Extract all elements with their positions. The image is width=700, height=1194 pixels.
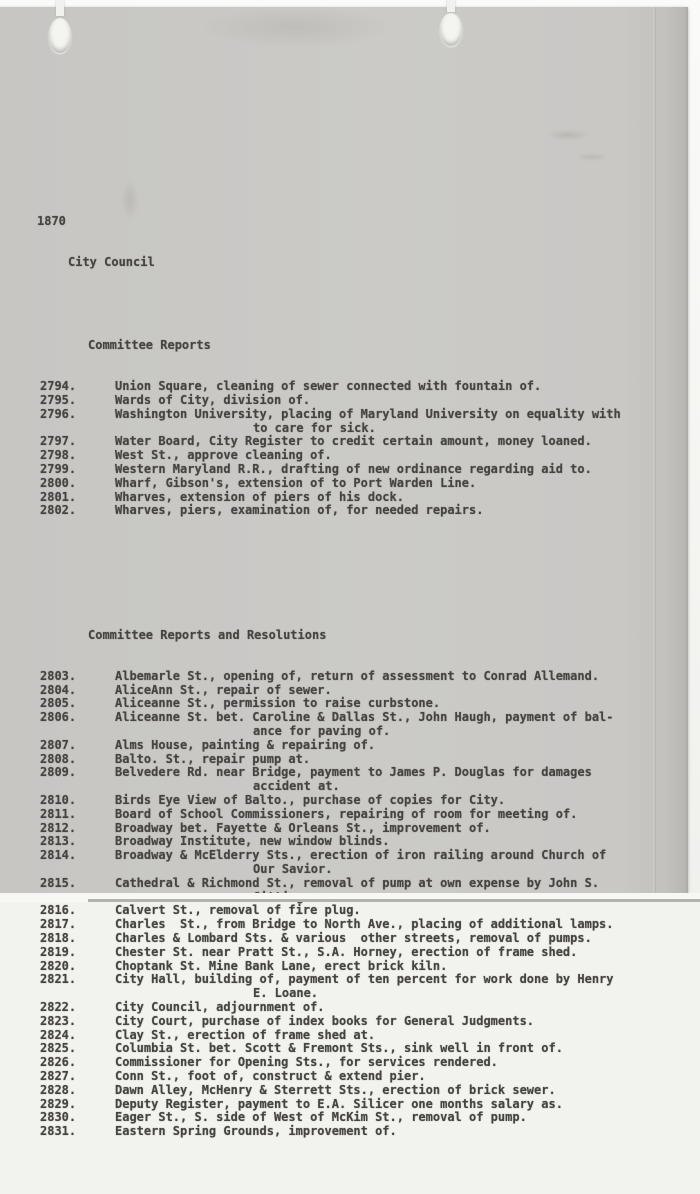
entry-number: 2798. <box>40 448 77 463</box>
entry-list <box>0 670 688 1139</box>
entry-row <box>0 463 688 477</box>
entry-number: 2826. <box>40 1055 77 1070</box>
entry-number: 2827. <box>40 1069 77 1083</box>
entry-text: AliceAnn St., repair of sewer. <box>115 682 332 697</box>
entry-row <box>0 449 688 463</box>
entry-text: Choptank St. Mine Bank Lane, erect brick kiln. <box>115 958 448 973</box>
entry-row <box>0 932 688 946</box>
entry-text: Eastern Spring Grounds, improvement of. <box>115 1124 397 1139</box>
entry-number: 2802. <box>40 503 77 518</box>
entry-text: Balto. St., repair pump at. <box>115 751 311 766</box>
entry-row <box>0 477 688 491</box>
entry-row <box>0 739 688 753</box>
entry-text: Alms House, painting & repairing of. <box>115 737 376 752</box>
entry-text: Cathedral & Richmond St., removal of pump at own expense by John S. <box>115 875 600 890</box>
section-committee-reports-and-resolutions <box>0 587 688 1166</box>
entry-text: Eager St., S. side of West of McKim St., removal of pump. <box>115 1110 527 1125</box>
entry-text: Chester St. near Pratt St., S.A. Horney, erection of frame shed. <box>115 944 578 959</box>
section-heading: Committee Reports <box>88 337 211 352</box>
document-year: 1870 <box>37 213 66 228</box>
entry-text: City Council, adjournment of. <box>115 1000 325 1015</box>
entry-row <box>0 1056 688 1070</box>
entry-row <box>0 1084 688 1098</box>
entry-continuation: ance for paving of. <box>253 724 391 739</box>
entry-text: West St., approve cleaning of. <box>115 448 332 463</box>
entry-number: 2813. <box>40 834 77 849</box>
entry-row <box>0 1125 688 1139</box>
entry-text: Charles St., from Bridge to North Ave., placing of additional lamps. <box>115 917 614 932</box>
section-committee-reports <box>0 311 688 546</box>
entry-text: Broadway Institute, new window blinds. <box>115 834 390 849</box>
entry-number: 2821. <box>40 972 77 987</box>
entry-number: 2824. <box>40 1027 77 1042</box>
entry-number: 2808. <box>40 751 77 766</box>
entry-row <box>0 1070 688 1084</box>
entry-continuation: accident at. <box>253 779 340 794</box>
entry-row <box>0 1015 688 1029</box>
entry-row <box>0 946 688 960</box>
entry-number: 2814. <box>40 848 77 863</box>
entry-continuation: Our Savior. <box>253 862 333 877</box>
entry-number: 2804. <box>40 682 77 697</box>
entry-number: 2825. <box>40 1041 77 1056</box>
entry-row <box>0 1001 688 1015</box>
entry-row <box>0 849 688 877</box>
entry-row <box>0 808 688 822</box>
entry-number: 2822. <box>40 1000 77 1015</box>
entry-text: Columbia St. bet. Scott & Fremont Sts., sink well in front of. <box>115 1041 563 1056</box>
entry-text: Aliceanne St. bet. Caroline & Dallas St., John Haugh, payment of bal- <box>115 710 614 725</box>
entry-number: 2795. <box>40 392 77 407</box>
entry-number: 2818. <box>40 931 77 946</box>
entry-number: 2819. <box>40 944 77 959</box>
entry-continuation: to care for sick. <box>253 420 376 435</box>
entry-number: 2816. <box>40 903 77 918</box>
entry-number: 2797. <box>40 434 77 449</box>
entry-number: 2805. <box>40 696 77 711</box>
entry-text: Western Maryland R.R., drafting of new ordinance regarding aid to. <box>115 461 592 476</box>
entry-number: 2809. <box>40 765 77 780</box>
entry-row <box>0 711 688 739</box>
entry-number: 2810. <box>40 793 77 808</box>
entry-row <box>0 435 688 449</box>
entry-text: City Hall, building of, payment of ten percent for work done by Henry <box>115 972 614 987</box>
entry-row <box>0 380 688 394</box>
typewritten-content <box>0 187 688 1194</box>
entry-list <box>0 380 688 518</box>
entry-text: Belvedere Rd. near Bridge, payment to James P. Douglas for damages <box>115 765 592 780</box>
entry-number: 2811. <box>40 806 77 821</box>
entry-number: 2820. <box>40 958 77 973</box>
entry-number: 2807. <box>40 737 77 752</box>
entry-text: Charles & Lombard Sts. & various other streets, removal of pumps. <box>115 931 592 946</box>
entry-number: 2800. <box>40 475 77 490</box>
entry-number: 2812. <box>40 820 77 835</box>
entry-number: 2799. <box>40 461 77 476</box>
underlying-page-edge <box>88 899 700 902</box>
entry-row <box>0 394 688 408</box>
entry-text: Board of School Commissioners, repairing of room for meeting of. <box>115 806 578 821</box>
entry-text: Union Square, cleaning of sewer connected with fountain of. <box>115 379 542 394</box>
entry-number: 2823. <box>40 1013 77 1028</box>
entry-text: Aliceanne St., permission to raise curbstone. <box>115 696 441 711</box>
entry-text: Washington University, placing of Maryland University on equality with <box>115 406 621 421</box>
entry-number: 2830. <box>40 1110 77 1125</box>
page-title: City Council <box>68 254 155 269</box>
section-heading: Committee Reports and Resolutions <box>88 627 327 642</box>
entry-text: Wards of City, division of. <box>115 392 311 407</box>
punch-hole-left <box>49 18 71 53</box>
entry-text: Birds Eye View of Balto., purchase of copies for City. <box>115 793 506 808</box>
entry-number: 2796. <box>40 406 77 421</box>
entry-number: 2794. <box>40 379 77 394</box>
entry-text: City Court, purchase of index books for General Judgments. <box>115 1013 535 1028</box>
document-page <box>0 7 688 1139</box>
fastener-strap-left <box>56 0 64 16</box>
entry-number: 2815. <box>40 875 77 890</box>
entry-row <box>0 794 688 808</box>
entry-text: Clay St., erection of frame shed at. <box>115 1027 376 1042</box>
entry-text: Wharf, Gibson's, extension of to Port Warden Line. <box>115 475 477 490</box>
entry-text: Calvert St., removal of fire plug. <box>115 903 361 918</box>
entry-text: Commissioner for Opening Sts., for services rendered. <box>115 1055 498 1070</box>
entry-text: Albemarle St., opening of, return of assessment to Conrad Allemand. <box>115 668 600 683</box>
entry-text: Broadway bet. Fayette & Orleans St., improvement of. <box>115 820 491 835</box>
entry-number: 2829. <box>40 1096 77 1111</box>
entry-text: Deputy Register, payment to E.A. Silicer one months salary as. <box>115 1096 563 1111</box>
fastener-strap-right <box>447 0 455 12</box>
entry-number: 2803. <box>40 668 77 683</box>
entry-text: Wharves, extension of piers of his dock. <box>115 489 404 504</box>
entry-number: 2817. <box>40 917 77 932</box>
entry-number: 2801. <box>40 489 77 504</box>
punch-hole-right <box>440 13 462 46</box>
entry-number: 2831. <box>40 1124 77 1139</box>
entry-text: Water Board, City Register to credit certain amount, money loaned. <box>115 434 592 449</box>
entry-text: Conn St., foot of, construct & extend pier. <box>115 1069 426 1083</box>
entry-row <box>0 670 688 684</box>
entry-text: Wharves, piers, examination of, for needed repairs. <box>115 503 484 518</box>
entry-row <box>0 973 688 1001</box>
entry-number: 2806. <box>40 710 77 725</box>
entry-row <box>0 766 688 794</box>
entry-row <box>0 408 688 436</box>
entry-number: 2828. <box>40 1082 77 1097</box>
entry-row <box>0 918 688 932</box>
entry-row <box>0 504 688 518</box>
entry-text: Broadway & McElderry Sts., erection of iron railing around Church of <box>115 848 607 863</box>
entry-continuation: E. Loane. <box>253 986 319 1001</box>
entry-text: Dawn Alley, McHenry & Sterrett Sts., erection of brick sewer. <box>115 1082 556 1097</box>
